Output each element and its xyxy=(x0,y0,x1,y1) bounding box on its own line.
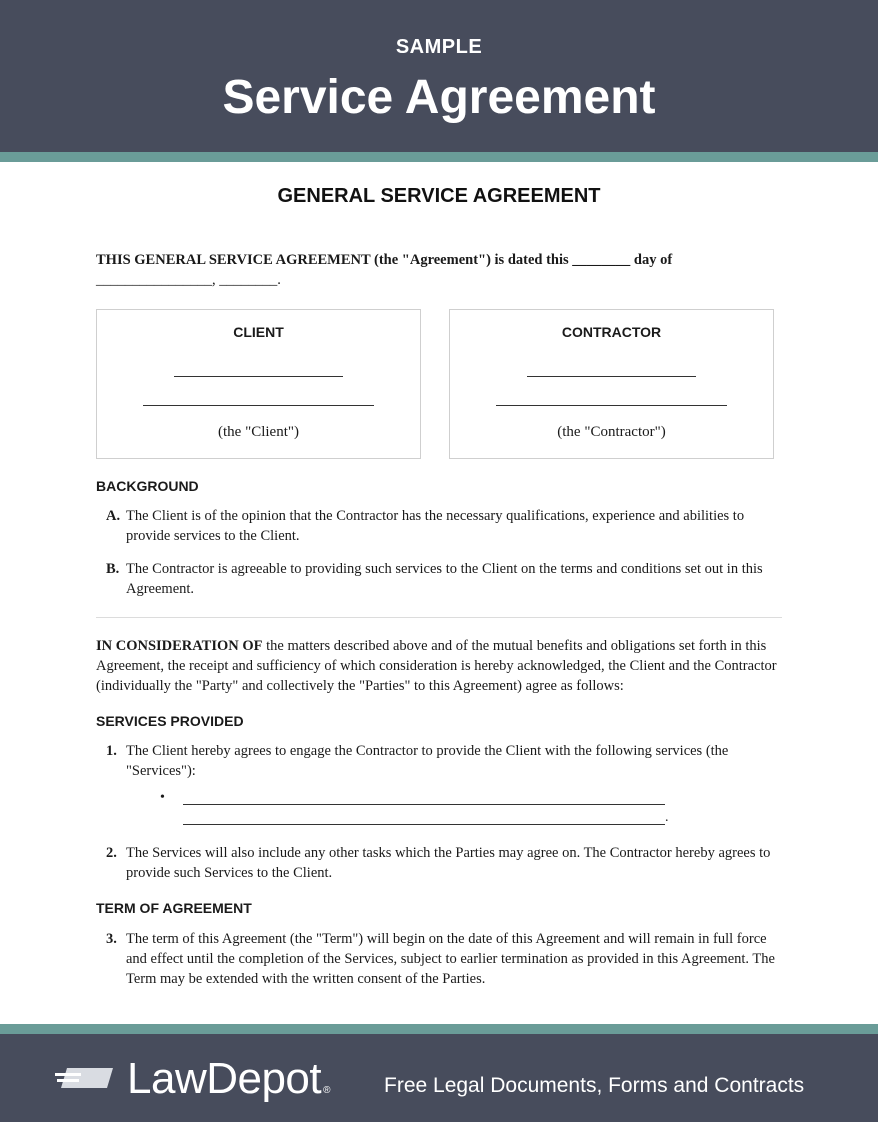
item-text: The Services will also include any other tasks which the Parties may agree on. The Contractor hereby agrees to provide such Services to the Client. xyxy=(126,845,771,881)
services-blank-period: . xyxy=(665,810,669,825)
consideration-text: the matters described above and of the mutual benefits and obligations set forth in this Agreement, the receipt and sufficiency of which consideration is hereby acknowledged, the Client and the Contractor (individually the "Party" and collectively the "Parties" to this Agreement) agree as follows: xyxy=(96,638,777,694)
intro-line-1: THIS GENERAL SERVICE AGREEMENT (the "Agreement") is dated this ________ day of xyxy=(96,252,673,268)
services-item-2 xyxy=(96,843,786,883)
contractor-role: (the "Contractor") xyxy=(557,424,666,440)
contractor-heading: CONTRACTOR xyxy=(561,324,662,340)
client-box xyxy=(96,309,421,459)
intro-line-2: ________________, ________. xyxy=(96,272,281,288)
services-blank-line-2 xyxy=(183,824,665,825)
contractor-signature-line xyxy=(527,376,696,377)
client-signature-line xyxy=(174,376,343,377)
services-item-1 xyxy=(96,741,786,781)
contractor-address-line xyxy=(496,405,727,406)
sample-label: SAMPLE xyxy=(395,36,483,58)
services-bullet: • xyxy=(160,790,165,805)
item-text: The term of this Agreement (the "Term") will begin on the date of this Agreement and will remain in full force and effect until the completion of the Services, subject to earlier termination as provided in this Agreement. The Term may be extended with the written consent of the Parties. xyxy=(126,931,775,987)
background-heading: BACKGROUND xyxy=(96,478,199,494)
client-heading: CLIENT xyxy=(233,324,284,340)
registered-mark: ® xyxy=(323,1085,331,1096)
client-address-line xyxy=(143,405,374,406)
services-heading: SERVICES PROVIDED xyxy=(96,713,244,729)
term-heading: TERM OF AGREEMENT xyxy=(96,900,252,916)
item-mark: 3. xyxy=(106,931,117,947)
item-mark: 1. xyxy=(106,743,117,759)
consideration-lead: IN CONSIDERATION OF xyxy=(96,638,263,654)
footer-accent-stripe xyxy=(0,1024,878,1034)
client-role: (the "Client") xyxy=(218,424,299,440)
header-accent-stripe xyxy=(0,152,878,162)
logo-law: Law xyxy=(127,1054,207,1103)
footer-tagline: Free Legal Documents, Forms and Contracts xyxy=(384,1074,805,1097)
consideration-paragraph xyxy=(96,636,786,696)
item-mark: 2. xyxy=(106,845,117,861)
item-text: The Client hereby agrees to engage the Contractor to provide the Client with the following services (the "Services"): xyxy=(126,743,729,779)
item-mark: A. xyxy=(106,508,121,524)
contractor-box xyxy=(449,309,774,459)
services-blank-line-1 xyxy=(183,804,665,805)
background-item-b xyxy=(96,559,786,599)
section-divider xyxy=(96,617,782,618)
term-item-3 xyxy=(96,929,786,989)
item-mark: B. xyxy=(106,561,120,577)
logo-depot: Depot xyxy=(206,1054,322,1103)
item-text: The Client is of the opinion that the Contractor has the necessary qualifications, experience and abilities to provide services to the Client. xyxy=(126,508,745,544)
lawdepot-logo-text xyxy=(127,1054,330,1104)
item-text: The Contractor is agreeable to providing such services to the Client on the terms and conditions set out in this Agreement. xyxy=(126,561,763,597)
document-heading: GENERAL SERVICE AGREEMENT xyxy=(277,185,601,207)
banner-title: Service Agreement xyxy=(222,71,656,124)
lawdepot-logo-icon xyxy=(55,1064,113,1092)
background-item-a xyxy=(96,506,786,546)
agreement-intro xyxy=(96,250,786,290)
